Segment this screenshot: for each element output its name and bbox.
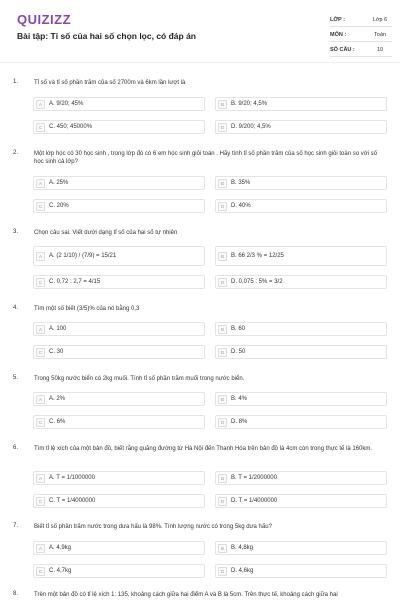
option-letter-badge: C [36, 123, 45, 132]
answer-option[interactable] [215, 322, 387, 336]
question-number: 7. [13, 523, 19, 529]
answer-option[interactable] [215, 494, 387, 508]
option-text: A. 100 [49, 326, 67, 332]
option-letter-badge: D [218, 202, 227, 211]
option-text: B. 4% [231, 396, 248, 402]
option-letter-badge: D [218, 567, 227, 576]
option-text: B. 66 2/3 % = 12/25 [231, 253, 284, 259]
option-text: D. 8% [231, 419, 248, 425]
option-text: D. 40% [231, 203, 251, 209]
answer-option[interactable] [33, 494, 205, 508]
option-text: A. T = 1/1000000 [49, 475, 95, 481]
page-title: Bài tập: Tỉ số của hai số chọn lọc, có đáp án [17, 31, 197, 41]
option-letter-badge: A [36, 474, 45, 483]
worksheet-header [0, 0, 400, 62]
option-letter-badge: B [218, 544, 227, 553]
answer-option[interactable] [215, 415, 387, 429]
answer-option[interactable] [215, 471, 387, 485]
option-text: A. (2 1/10) / (7/9) = 15/21 [49, 253, 117, 259]
option-letter-badge: A [36, 544, 45, 553]
info-label: SỐ CÂU : [330, 47, 355, 53]
answer-option[interactable] [215, 392, 387, 406]
info-label: LỚP : [330, 17, 345, 23]
answer-option[interactable] [215, 120, 387, 134]
info-divider [330, 26, 392, 27]
option-letter-badge: B [218, 474, 227, 483]
option-letter-badge: C [36, 348, 45, 357]
option-text: D. 50 [231, 349, 246, 355]
answer-option[interactable] [215, 176, 387, 190]
option-letter-badge: C [36, 497, 45, 506]
option-letter-badge: A [36, 179, 45, 188]
question-text: Tìm tỉ lệ xích của một bản đồ, biết rằng quãng đường từ Hà Nội đến Thanh Hóa trên bản đồ là 4cm còn trong thực tế là 160km. [34, 446, 373, 452]
option-text: D. T = 1/4000000 [231, 498, 278, 504]
option-text: A. 9/20; 45% [49, 101, 84, 107]
option-text: D. 4,6kg [231, 568, 254, 574]
info-value: Toán [374, 32, 386, 38]
quizizz-logo: QUIZIZZ [17, 12, 72, 27]
answer-option[interactable] [33, 199, 205, 213]
option-letter-badge: A [36, 100, 45, 109]
answer-option[interactable] [33, 322, 205, 336]
option-letter-badge: C [36, 278, 45, 287]
answer-option[interactable] [215, 275, 387, 289]
answer-option[interactable] [33, 345, 205, 359]
answer-option[interactable] [33, 564, 205, 578]
option-text: C. 450; 45000% [49, 124, 93, 130]
answer-option[interactable] [215, 345, 387, 359]
option-letter-badge: C [36, 418, 45, 427]
info-divider [330, 41, 392, 42]
answer-option[interactable] [33, 97, 205, 111]
option-text: A. 4,9kg [49, 545, 72, 551]
question-text: Biết tỉ số phần trăm nước trong dưa hấu là 98%. Tính lượng nước có trong 5kg dưa hấu? [34, 524, 272, 530]
option-letter-badge: D [218, 348, 227, 357]
question-number: 2. [13, 150, 19, 156]
option-text: B. 9/20; 4,5% [231, 101, 268, 107]
question-number: 6. [13, 445, 19, 451]
question-text: Một lớp học có 30 học sinh , trong lớp đó có 6 em học sinh giỏi toán . Hãy tính tỉ số phần trăm của số học sinh giỏi toán so với số học sinh cả lớp? [34, 151, 377, 165]
option-text: A. 25% [49, 180, 69, 186]
option-text: C. 4,7kg [49, 568, 72, 574]
question-text: Trên một bản đồ có tỉ lệ xích 1: 135, khoảng cách giữa hai điểm A và B là 5cm. Trên thực tế, khoảng cách giữa hai [34, 592, 338, 598]
info-label: MÔN : [330, 32, 347, 38]
option-text: C. 0,72 : 2,7 = 4/15 [49, 279, 101, 285]
question-text: Tìm một số biết (3/5)% của nó bằng 0,3 [34, 306, 140, 312]
answer-option[interactable] [33, 176, 205, 190]
info-value: Lớp 6 [372, 17, 388, 23]
option-letter-badge: B [218, 179, 227, 188]
question-text: Trong 50kg nước biển có 2kg muối. Tính tỉ số phần trăm muối trong nước biển. [34, 376, 245, 382]
answer-option[interactable] [215, 199, 387, 213]
header-divider [0, 62, 400, 63]
question-number: 8. [13, 591, 19, 597]
option-letter-badge: B [218, 325, 227, 334]
option-letter-badge: B [218, 395, 227, 404]
option-letter-badge: A [36, 325, 45, 334]
option-letter-badge: D [218, 497, 227, 506]
option-text: C. 20% [49, 203, 69, 209]
option-letter-badge: A [36, 252, 45, 261]
answer-option[interactable] [215, 246, 387, 266]
option-text: C. 6% [49, 419, 66, 425]
option-text: B. 35% [231, 180, 251, 186]
answer-option[interactable] [33, 541, 205, 555]
option-letter-badge: D [218, 123, 227, 132]
answer-option[interactable] [33, 392, 205, 406]
answer-option[interactable] [215, 564, 387, 578]
question-number: 5. [13, 375, 19, 381]
option-text: A. 2% [49, 396, 66, 402]
option-text: B. 4,8kg [231, 545, 254, 551]
answer-option[interactable] [33, 415, 205, 429]
answer-option[interactable] [33, 471, 205, 485]
option-letter-badge: B [218, 252, 227, 261]
option-letter-badge: B [218, 100, 227, 109]
question-text: Tỉ số và tỉ số phần trăm của số 2700m và 6km lần lượt là [34, 80, 186, 86]
option-text: D. 9/200; 4,5% [231, 124, 271, 130]
answer-option[interactable] [215, 541, 387, 555]
answer-option[interactable] [215, 97, 387, 111]
info-divider [330, 56, 392, 57]
info-value: 10 [376, 47, 384, 53]
option-letter-badge: A [36, 395, 45, 404]
answer-option[interactable] [33, 246, 205, 266]
option-text: C. 30 [49, 349, 64, 355]
question-number: 3. [13, 229, 19, 235]
option-letter-badge: C [36, 567, 45, 576]
question-text: Chọn câu sai. Viết dưới dạng tỉ số của hai số tự nhiên [34, 230, 178, 236]
option-text: D. 0,075 : 5% = 3/2 [231, 279, 283, 285]
option-letter-badge: C [36, 202, 45, 211]
option-text: C. T = 1/4000000 [49, 498, 96, 504]
option-text: B. T = 1/2000000 [231, 475, 277, 481]
option-letter-badge: D [218, 418, 227, 427]
question-number: 4. [13, 305, 19, 311]
answer-option[interactable] [33, 120, 205, 134]
option-text: B. 60 [231, 326, 246, 332]
answer-option[interactable] [33, 275, 205, 289]
option-letter-badge: D [218, 278, 227, 287]
question-number: 1. [13, 79, 19, 85]
